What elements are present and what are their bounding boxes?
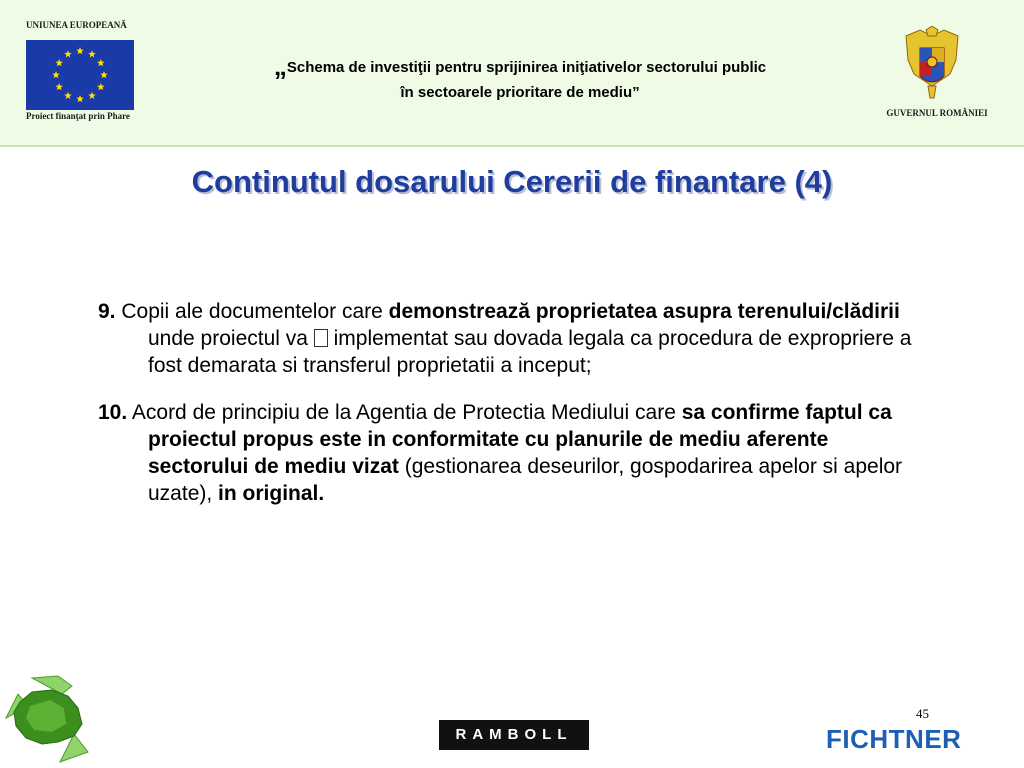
slide-body: [98, 298, 928, 527]
item-text: unde proiectul va: [148, 327, 314, 350]
fichtner-logo: FICHTNER: [826, 724, 962, 754]
header-title-line1: Schema de investiţii pentru sprijinirea iniţiativelor sectorului public: [286, 59, 767, 76]
header-title: [180, 51, 860, 105]
recycle-romania-map-icon: [2, 672, 94, 766]
header-divider: [0, 145, 1024, 147]
item-bold-text: sa confirme faptul ca proiectul propus este in conformitate cu planurile de mediu aferente sectorului de mediu vizat: [148, 401, 892, 478]
item-bold-text: in original.: [218, 482, 325, 505]
ramboll-logo: RAMBOLL: [439, 720, 589, 750]
item-bold-text: demonstrează proprietatea asupra terenului/clădirii: [388, 300, 900, 323]
list-item-9: [98, 298, 928, 379]
gov-caption: GUVERNUL ROMÂNIEI: [886, 108, 988, 118]
item-number: 10.: [98, 401, 128, 424]
eu-flag-icon: [26, 40, 134, 110]
open-quote: „: [273, 51, 287, 81]
slide-title: Continutul dosarului Cererii de finantare (4): [191, 164, 833, 199]
missing-glyph-box: [314, 329, 328, 347]
item-text: implementat sau dovada legala ca procedura de expropriere a fost demarata si transferul proprietatii a inceput;: [148, 327, 912, 377]
item-text: (gestionarea deseurilor, gospodarirea apelor si apelor uzate),: [148, 455, 903, 505]
item-text: Copii ale documentelor care: [115, 300, 389, 323]
eu-label: UNIUNEA EUROPEANĂ: [26, 20, 127, 30]
list-item-10: [98, 399, 928, 507]
item-text: Acord de principiu de la Agentia de Protectia Mediului care: [127, 401, 682, 424]
header-title-line2: în sectoarele prioritare de mediu”: [400, 84, 640, 101]
page-number: 45: [916, 706, 929, 721]
item-number: 9.: [98, 300, 116, 323]
eu-caption: Proiect finanţat prin Phare: [26, 111, 130, 121]
romania-coat-of-arms-icon: [900, 26, 964, 102]
